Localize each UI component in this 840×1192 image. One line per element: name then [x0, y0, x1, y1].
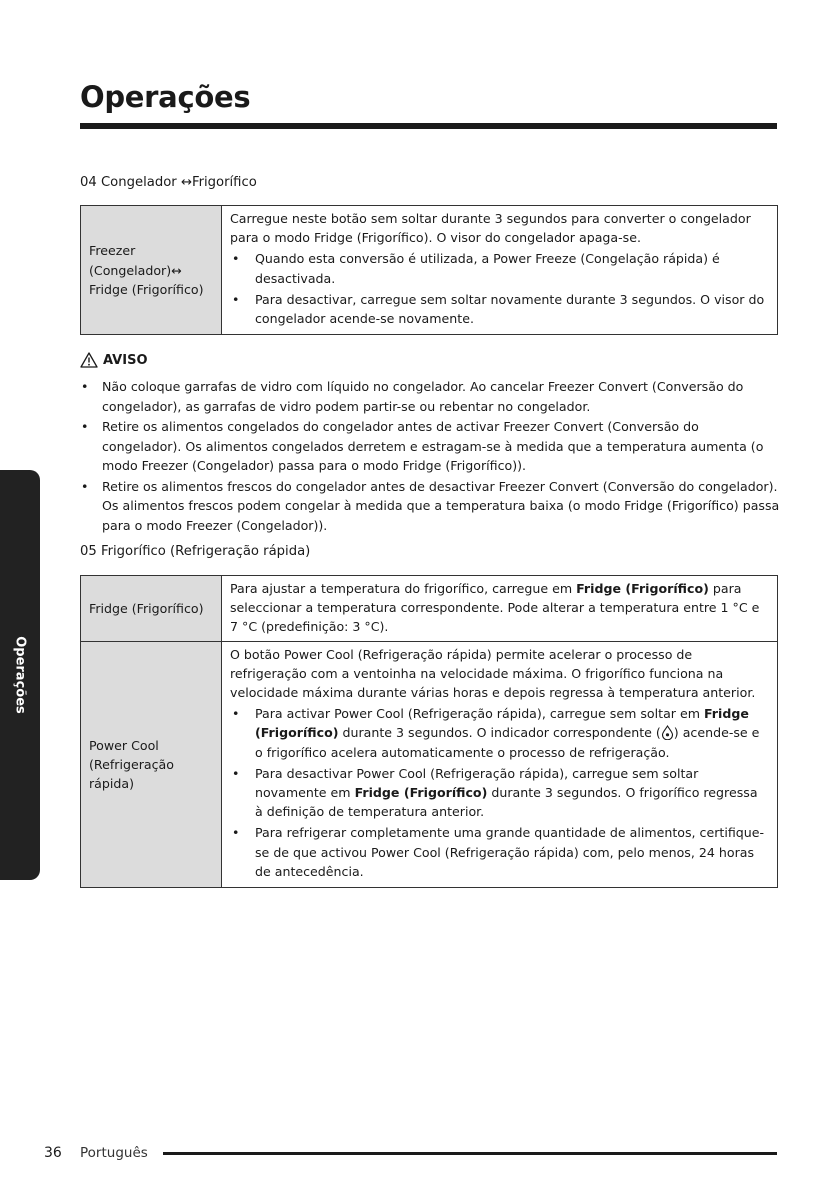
label-line: rápida): [89, 775, 135, 791]
label-line: Power Cool: [89, 737, 159, 753]
description-text: Carregue neste botão sem soltar durante 3 segundos para converter o congelador para o modo Fridge (Frigorífico). O visor do congelador apaga-se.: [230, 211, 751, 246]
section-heading-fridge: 05 Frigorífico (Refrigeração rápida): [80, 544, 311, 559]
list-item: • Não coloque garrafas de vidro com líquido no congelador. Ao cancelar Freezer Convert (Conversão do congelador), as garrafas de vidro podem partir-se ou rebentar no congelador.: [80, 377, 780, 416]
freezer-convert-table: [80, 205, 778, 335]
list-item: • Quando esta conversão é utilizada, a Power Freeze (Congelação rápida) é desactivada.: [230, 249, 769, 287]
bold-button-name: Fridge (Frigorífico): [354, 785, 488, 801]
fridge-table: [80, 575, 778, 888]
title-rule: [80, 123, 777, 129]
text-segment: para seleccionar a temperatura correspondente. Pode alterar a temperatura entre 1 °C e 7 °C (predefinição: 3 °C).: [230, 581, 760, 635]
label-line: (Refrigeração: [89, 756, 174, 772]
section-heading-freezer-convert: 04 Congelador ↔Frigorífico: [80, 175, 257, 190]
text-segment: durante 3 segundos. O indicador correspondente (: [338, 725, 661, 741]
text-segment: Para activar Power Cool (Refrigeração rápida), carregue sem soltar em: [255, 706, 704, 722]
footer-rule: [163, 1152, 777, 1155]
bold-button-name: Fridge (Frigorífico): [255, 706, 749, 741]
description-text: O botão Power Cool (Refrigeração rápida) permite acelerar o processo de refrigeração com a ventoinha na velocidade máxima. O frigorífico funciona na velocidade máxima durante várias horas e depois regressa à temperatura anterior.: [230, 646, 756, 701]
bullet-list: [230, 704, 769, 881]
power-cool-drop-icon: [661, 725, 674, 740]
text-segment: Para desactivar Power Cool (Refrigeração rápida), carregue sem soltar novamente em: [255, 765, 699, 801]
description-text: [230, 579, 769, 637]
list-item: [230, 764, 769, 822]
list-item: • Para desactivar, carregue sem soltar novamente durante 3 segundos. O visor do congelador acende-se novamente.: [230, 290, 769, 328]
footer-language: Português: [80, 1145, 148, 1161]
list-item: • Retire os alimentos congelados do congelador antes de activar Freezer Convert (Conversão do congelador). Os alimentos congelados derretem e estragam-se à medida que a temperatura aumenta (o modo Freezer (Congelador) passa para o modo Fridge (Frigorífico)).: [80, 417, 780, 476]
text-segment: durante 3 segundos. O frigorífico regressa à definição de temperatura anterior.: [255, 785, 758, 820]
table-row: [81, 641, 778, 887]
warning-triangle-icon: [80, 352, 98, 368]
label-line: Freezer: [89, 243, 136, 259]
text-segment: ) acende-se e o frigorífico acelera automaticamente o processo de refrigeração.: [255, 725, 760, 760]
label-line: Fridge (Frigorífico): [89, 281, 204, 297]
side-tab-label: Operações: [12, 636, 28, 714]
page-number: 36: [44, 1145, 62, 1161]
warning-heading: [80, 352, 148, 368]
list-item: [230, 704, 769, 762]
page-title: Operações: [80, 80, 251, 114]
label-cell: [81, 576, 222, 642]
warning-title: AVISO: [103, 352, 148, 368]
text-segment: Para ajustar a temperatura do frigorífico, carregue em: [230, 581, 577, 596]
label-line: Fridge (Frigorífico): [89, 600, 204, 616]
description-cell: [222, 576, 778, 642]
list-item: • Retire os alimentos frescos do congelador antes de desactivar Freezer Convert (Conversão do congelador). Os alimentos frescos podem congelar à medida que a temperatura baixa (o modo Fridge (Frigorífico) passa para o modo Freezer (Congelador)).: [80, 477, 780, 536]
table-row: [81, 576, 778, 642]
bullet-list: [230, 249, 769, 328]
label-cell: [81, 206, 222, 335]
label-line: (Congelador)↔: [89, 262, 182, 278]
list-item: • Para refrigerar completamente uma grande quantidade de alimentos, certifique-se de que activou Power Cool (Refrigeração rápida) com, pelo menos, 24 horas de antecedência.: [230, 823, 769, 881]
table-row: [81, 206, 778, 335]
label-cell: [81, 641, 222, 887]
bold-button-name: Fridge (Frigorífico): [576, 581, 709, 596]
description-cell: [222, 206, 778, 335]
warning-list: [80, 377, 780, 536]
description-cell: [222, 641, 778, 887]
